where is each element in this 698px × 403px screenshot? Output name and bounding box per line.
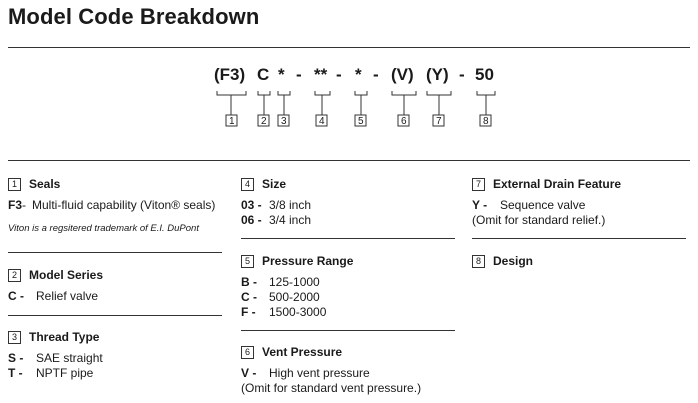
thread-type-heading-label: Thread Type — [29, 330, 100, 344]
code-box-3: 3 — [281, 116, 287, 127]
thread-type-option-desc: NPTF pipe — [36, 366, 94, 380]
code-seg-design: 50 — [475, 65, 494, 84]
page-title: Model Code Breakdown — [8, 4, 260, 29]
seals-option-sep: - — [22, 198, 27, 212]
thread-type-option-s — [8, 351, 103, 366]
size-heading — [241, 177, 311, 192]
code-box-1: 1 — [229, 116, 235, 127]
seals-heading — [8, 177, 215, 192]
code-seg-dash-3: - — [373, 65, 379, 84]
model-code-diagram — [0, 0, 698, 140]
code-seg-dash-1: - — [296, 65, 302, 84]
design-heading — [472, 254, 533, 269]
code-seg-c: C — [257, 65, 270, 84]
thread-type-number-box: 3 — [8, 331, 21, 344]
code-seg-pressure: * — [355, 65, 362, 84]
code-seg-dash-4: - — [459, 65, 465, 84]
pressure-range-heading-label: Pressure Range — [262, 254, 354, 268]
external-drain-note: (Omit for standard relief.) — [472, 213, 606, 227]
model-series-divider — [8, 315, 222, 316]
pressure-range-heading — [241, 254, 353, 269]
external-drain-divider — [472, 238, 686, 239]
section-seals — [8, 177, 215, 236]
seals-number-box: 1 — [8, 178, 21, 191]
external-drain-heading — [472, 177, 621, 192]
model-series-option-desc: Relief valve — [36, 289, 99, 303]
seals-option-f3 — [8, 198, 215, 213]
size-heading-label: Size — [262, 177, 287, 191]
seals-option-desc: Multi-fluid capability (Viton® seals) — [32, 198, 216, 212]
size-option-code: 06 - — [241, 213, 262, 227]
size-divider — [241, 238, 455, 239]
section-pressure-range — [241, 254, 353, 320]
external-drain-number-box: 7 — [472, 178, 485, 191]
code-box-4: 4 — [319, 116, 325, 127]
model-series-heading — [8, 268, 103, 283]
size-option-desc: 3/8 inch — [269, 198, 312, 212]
size-option-code: 03 - — [241, 198, 262, 212]
pressure-range-option-f — [241, 305, 353, 320]
seals-option-code: F3 — [8, 198, 23, 212]
size-option-03 — [241, 198, 311, 213]
section-external-drain — [472, 177, 621, 228]
design-number-box: 8 — [472, 255, 485, 268]
model-series-number-box: 2 — [8, 269, 21, 282]
vent-pressure-option-v — [241, 366, 421, 381]
vent-pressure-heading-label: Vent Pressure — [262, 345, 343, 359]
code-box-8: 8 — [483, 116, 489, 127]
pressure-range-option-code: F - — [241, 305, 256, 319]
vent-pressure-note: (Omit for standard vent pressure.) — [241, 381, 422, 395]
vent-pressure-number-box: 6 — [241, 346, 254, 359]
code-brackets — [217, 91, 495, 115]
thread-type-option-t — [8, 366, 103, 381]
external-drain-option-code: Y - — [472, 198, 488, 212]
thread-type-heading — [8, 330, 103, 345]
pressure-range-option-b — [241, 275, 353, 290]
size-option-06 — [241, 213, 311, 228]
thread-type-option-code: T - — [8, 366, 23, 380]
viton-footnote: Viton is a regsitered trademark of E.I. DuPont — [8, 223, 199, 234]
model-series-heading-label: Model Series — [29, 268, 104, 282]
pressure-range-option-c — [241, 290, 353, 305]
pressure-range-option-code: B - — [241, 275, 257, 289]
size-option-desc: 3/4 inch — [269, 213, 312, 227]
section-vent-pressure — [241, 345, 421, 396]
pressure-range-option-desc: 500-2000 — [269, 290, 320, 304]
section-model-series — [8, 268, 103, 304]
external-drain-heading-label: External Drain Feature — [493, 177, 622, 191]
code-seg-dash-2: - — [336, 65, 342, 84]
thread-type-option-code: S - — [8, 351, 24, 365]
design-heading-label: Design — [493, 254, 534, 268]
code-box-5: 5 — [358, 116, 364, 127]
seals-heading-label: Seals — [29, 177, 61, 191]
code-seg-f3: (F3) — [214, 65, 246, 84]
pressure-range-option-desc: 125-1000 — [269, 275, 320, 289]
code-box-6: 6 — [401, 116, 407, 127]
section-size — [241, 177, 311, 228]
pressure-range-divider — [241, 330, 455, 331]
pressure-range-number-box: 5 — [241, 255, 254, 268]
seals-divider — [8, 252, 222, 253]
section-design — [472, 254, 533, 275]
size-number-box: 4 — [241, 178, 254, 191]
external-drain-option-desc: Sequence valve — [500, 198, 586, 212]
code-seg-size: ** — [314, 65, 328, 84]
code-seg-drain: (Y) — [426, 65, 449, 84]
code-seg-thread: * — [278, 65, 285, 84]
model-series-option-code: C - — [8, 289, 24, 303]
vent-pressure-option-desc: High vent pressure — [269, 366, 370, 380]
external-drain-option-y — [472, 198, 621, 213]
code-box-2: 2 — [261, 116, 267, 127]
pressure-range-option-desc: 1500-3000 — [269, 305, 327, 319]
pressure-range-option-code: C - — [241, 290, 257, 304]
thread-type-option-desc: SAE straight — [36, 351, 103, 365]
vent-pressure-heading — [241, 345, 421, 360]
code-box-7: 7 — [436, 116, 442, 127]
model-series-option-c — [8, 289, 103, 304]
code-divider — [8, 160, 690, 161]
code-seg-vent: (V) — [391, 65, 414, 84]
section-thread-type — [8, 330, 103, 381]
vent-pressure-option-code: V - — [241, 366, 257, 380]
